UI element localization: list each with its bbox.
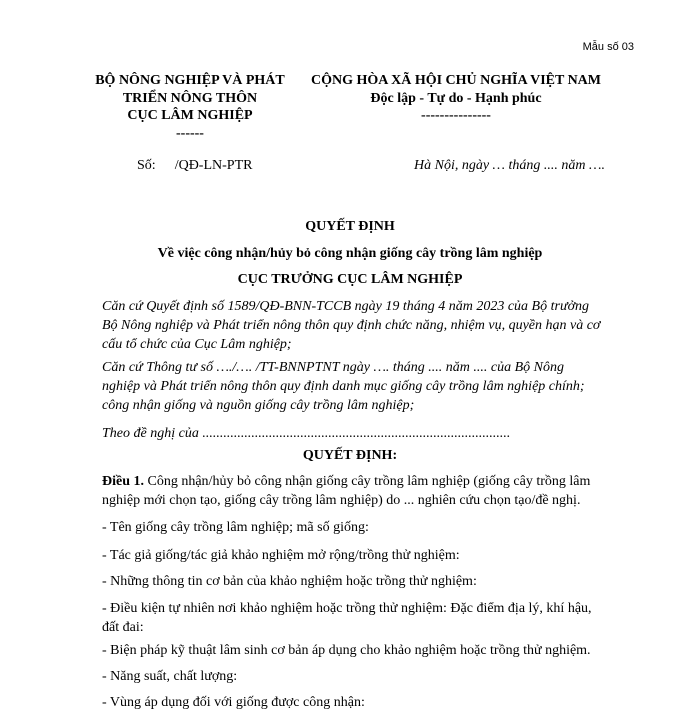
decision-title: QUYẾT ĐỊNH [305, 219, 395, 234]
form-number: Mẫu số 03 [582, 41, 634, 53]
list-item: - Tác giả giống/tác giả khảo nghiệm mở rộng/trồng thử nghiệm: [102, 548, 460, 563]
list-item: - Vùng áp dụng đối với giống được công nhận: [102, 695, 365, 710]
list-item: - Những thông tin cơ bản của khảo nghiệm hoặc trồng thử nghiệm: [102, 574, 477, 589]
nation-name: CỘNG HÒA XÃ HỘI CHỦ NGHĨA VIỆT NAM [310, 73, 601, 88]
motto-divider: --------------- [421, 108, 491, 123]
list-item: - Tên giống cây trồng lâm nghiệp; mã số giống: [102, 520, 369, 535]
agency-header [78, 72, 302, 142]
number-value: /QĐ-LN-PTR [174, 158, 253, 173]
article-1-label: Điều 1. [102, 474, 144, 489]
list-item: - Điều kiện tự nhiên nơi khảo nghiệm hoặc trồng thử nghiệm: Đặc điểm địa lý, khí hậu, đất đai: [102, 601, 592, 635]
issuing-authority: CỤC TRƯỞNG CỤC LÂM NGHIỆP [237, 272, 463, 287]
decision-heading: QUYẾT ĐỊNH: [302, 448, 398, 463]
preamble-clause-1: Căn cứ Quyết định số 1589/QĐ-BNN-TCCB ngày 19 tháng 4 năm 2023 của Bộ trưởng Bộ Nông nghiệp và Phát triển nông thôn quy định chức năng, nhiệm vụ, quyền hạn và cơ cấu tổ chức của Cục Lâm nghiệp; [102, 299, 601, 352]
agency-line-1: BỘ NÔNG NGHIỆP VÀ PHÁT [95, 73, 285, 88]
agency-line-3: CỤC LÂM NGHIỆP [127, 108, 253, 123]
agency-divider: ------ [176, 125, 204, 141]
article-1-text: Công nhận/hủy bỏ công nhận giống cây trồng lâm nghiệp (giống cây trồng lâm nghiệp mới chọn tạo, giống cây trồng lâm nghiệp) do ... nghiên cứu chọn tạo/đề nghị. [102, 474, 591, 508]
list-item: - Biện pháp kỹ thuật lâm sinh cơ bản áp dụng cho khảo nghiệm hoặc trồng thử nghiệm. [102, 643, 591, 658]
number-label: Số: [137, 158, 156, 173]
place-date: Hà Nội, ngày … tháng .... năm …. [414, 158, 605, 173]
national-header [296, 72, 616, 125]
decision-subject: Về việc công nhận/hủy bỏ công nhận giống cây trồng lâm nghiệp [157, 246, 543, 261]
article-1 [102, 472, 602, 510]
preamble-clause-2: Căn cứ Thông tư số …./…. /TT-BNNPTNT ngày …. tháng .... năm .... của Bộ Nông nghiệp và Phát triển nông thôn quy định danh mục giống cây trồng lâm nghiệp chính; công nhận giống và nguồn giống cây trồng lâm nghiệp; [102, 360, 585, 413]
preamble-clause-3: Theo đề nghị của ........................................................................................ [102, 426, 511, 441]
list-item: - Năng suất, chất lượng: [102, 669, 238, 684]
agency-line-2: TRIỂN NÔNG THÔN [122, 90, 258, 106]
document-number [137, 158, 252, 174]
national-motto: Độc lập - Tự do - Hạnh phúc [370, 90, 542, 106]
